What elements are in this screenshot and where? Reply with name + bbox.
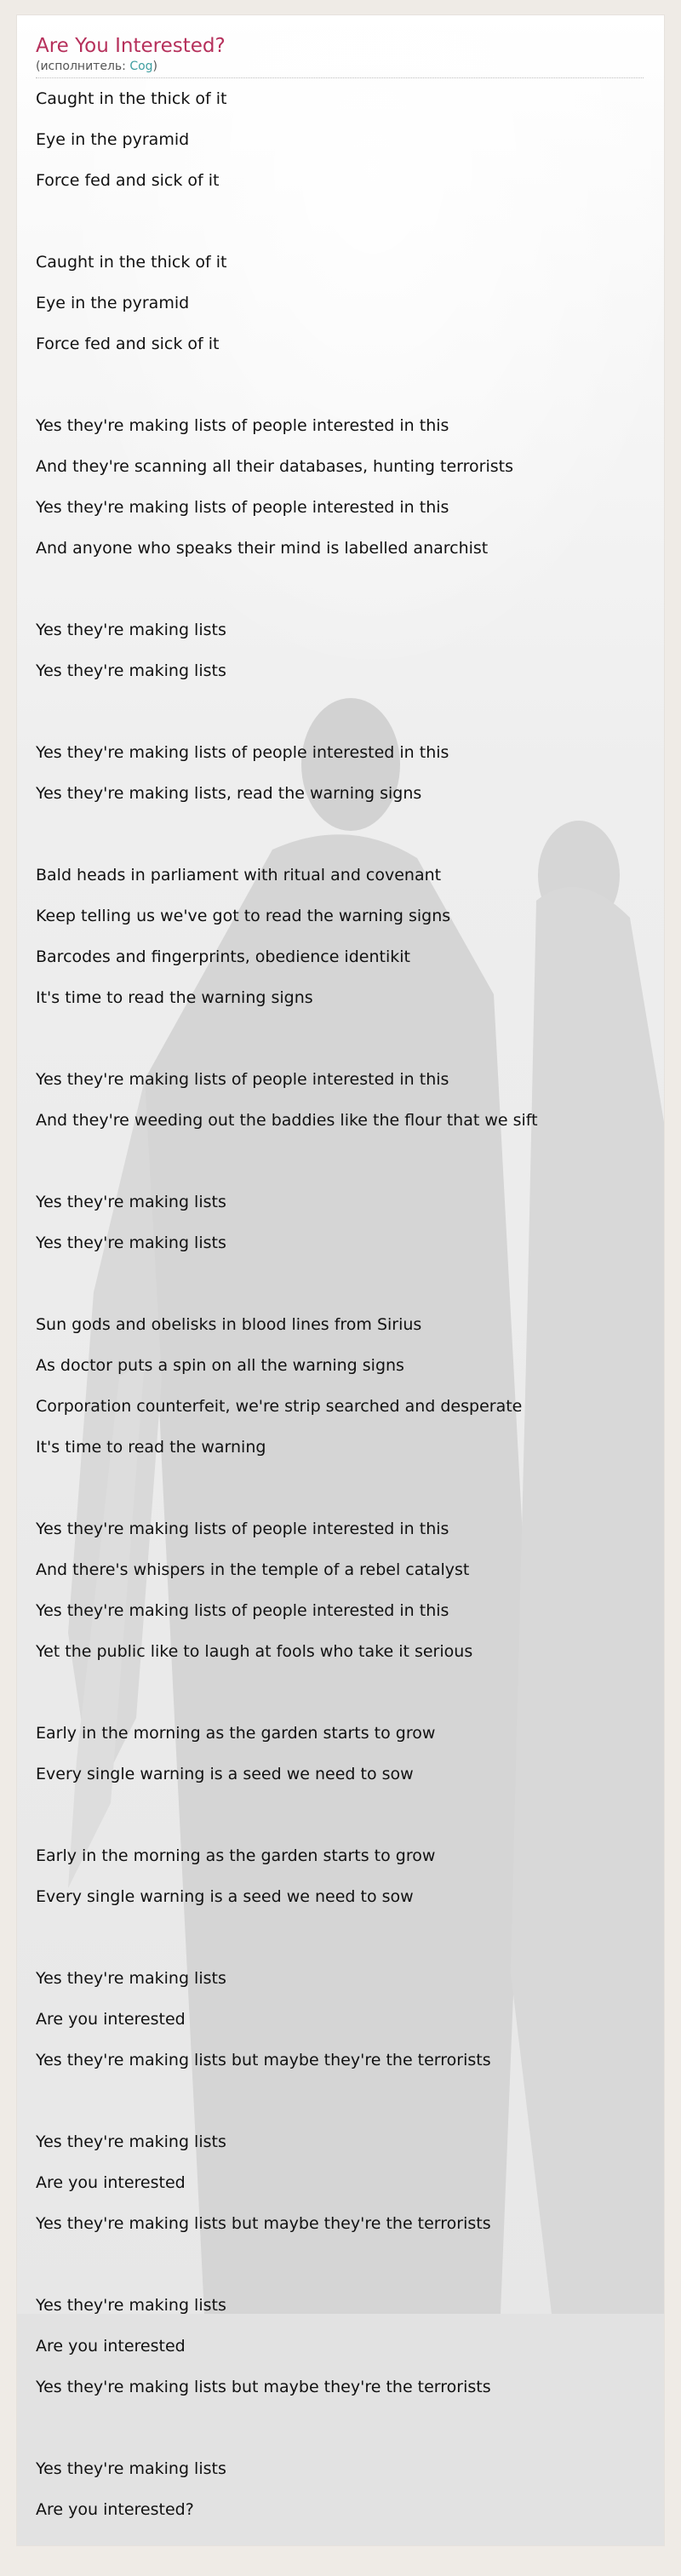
lyrics-stanza (36, 1304, 664, 1468)
lyric-line: Yes they're making lists (36, 661, 226, 680)
lyrics-stanza (36, 1835, 664, 1917)
artist-credit (36, 59, 664, 74)
lyric-line: Yes they're making lists (36, 1234, 226, 1252)
lyric-line: Eye in the pyramid (36, 130, 190, 149)
lyric-line: Are you interested? (36, 2500, 194, 2519)
lyrics-stanza (36, 78, 664, 201)
lyric-line: Yes they're making lists of people interested in this (36, 1070, 449, 1089)
lyric-line: Caught in the thick of it (36, 253, 227, 272)
lyric-line: Yes they're making lists (36, 1969, 226, 1988)
lyric-line: And they're scanning all their databases, hunting terrorists (36, 457, 513, 476)
lyrics-stanza (36, 1182, 664, 1263)
lyric-line: It's time to read the warning (36, 1438, 266, 1457)
content (17, 15, 664, 2530)
lyric-line: And there's whispers in the temple of a rebel catalyst (36, 1560, 470, 1579)
lyric-line: Yes they're making lists of people interested in this (36, 416, 449, 435)
lyrics-stanza (36, 2285, 664, 2407)
lyric-line: Eye in the pyramid (36, 294, 190, 312)
artist-prefix: (исполнитель: (36, 60, 130, 73)
lyrics-stanza (36, 242, 664, 364)
lyric-line: Sun gods and obelisks in blood lines from Sirius (36, 1315, 422, 1334)
lyric-line: Yes they're making lists (36, 2296, 226, 2315)
lyric-line: Are you interested (36, 2010, 186, 2029)
lyrics-stanza (36, 732, 664, 814)
lyrics-stanza (36, 1059, 664, 1141)
lyric-line: Yes they're making lists but maybe they're the terrorists (36, 2214, 491, 2233)
lyric-line: Yes they're making lists (36, 2132, 226, 2151)
lyrics-stanza (36, 1508, 664, 1672)
lyric-line: Yes they're making lists of people interested in this (36, 1601, 449, 1620)
lyric-line: Yes they're making lists (36, 621, 226, 639)
lyric-line: Early in the morning as the garden starts to grow (36, 1846, 436, 1865)
lyric-line: Every single warning is a seed we need to sow (36, 1887, 414, 1906)
lyric-line: Yes they're making lists of people interested in this (36, 1520, 449, 1538)
lyric-line: Every single warning is a seed we need to sow (36, 1765, 414, 1783)
lyric-line: Yes they're making lists (36, 2459, 226, 2478)
lyric-line: Yes they're making lists (36, 1193, 226, 1211)
lyric-line: Are you interested (36, 2337, 186, 2356)
lyrics-stanza (36, 2121, 664, 2244)
lyric-line: Are you interested (36, 2173, 186, 2192)
lyrics-stanza (36, 610, 664, 691)
lyric-line: Barcodes and fingerprints, obedience identikit (36, 947, 410, 966)
lyric-line: Bald heads in parliament with ritual and covenant (36, 866, 442, 884)
lyric-line: Yes they're making lists of people interested in this (36, 743, 449, 762)
lyric-line: And they're weeding out the baddies like the flour that we sift (36, 1111, 538, 1130)
lyrics-stanza (36, 1958, 664, 2081)
lyric-line: Early in the morning as the garden starts to grow (36, 1724, 436, 1743)
lyric-line: As doctor puts a spin on all the warning signs (36, 1356, 404, 1375)
lyric-line: Caught in the thick of it (36, 89, 227, 108)
lyrics-stanza (36, 2448, 664, 2530)
lyric-line: Yes they're making lists but maybe they're the terrorists (36, 2051, 491, 2069)
lyrics-stanza (36, 855, 664, 1018)
page-title: Are You Interested? (36, 35, 226, 57)
lyric-line: Force fed and sick of it (36, 171, 220, 190)
lyrics-body (36, 78, 664, 2530)
lyric-line: Keep telling us we've got to read the warning signs (36, 907, 451, 925)
lyrics-stanza (36, 1713, 664, 1795)
lyrics-stanza (36, 405, 664, 569)
lyric-line: Corporation counterfeit, we're strip searched and desperate (36, 1397, 523, 1416)
lyrics-page (17, 15, 664, 2545)
artist-suffix: ) (152, 60, 158, 73)
lyric-line: Force fed and sick of it (36, 335, 220, 353)
lyric-line: Yes they're making lists of people interested in this (36, 498, 449, 517)
lyric-line: And anyone who speaks their mind is labelled anarchist (36, 539, 489, 558)
lyric-line: Yes they're making lists but maybe they're the terrorists (36, 2378, 491, 2396)
lyric-line: Yes they're making lists, read the warning signs (36, 784, 422, 803)
lyric-line: It's time to read the warning signs (36, 988, 313, 1007)
artist-link[interactable]: Cog (129, 60, 153, 73)
lyric-line: Yet the public like to laugh at fools who take it serious (36, 1642, 473, 1661)
